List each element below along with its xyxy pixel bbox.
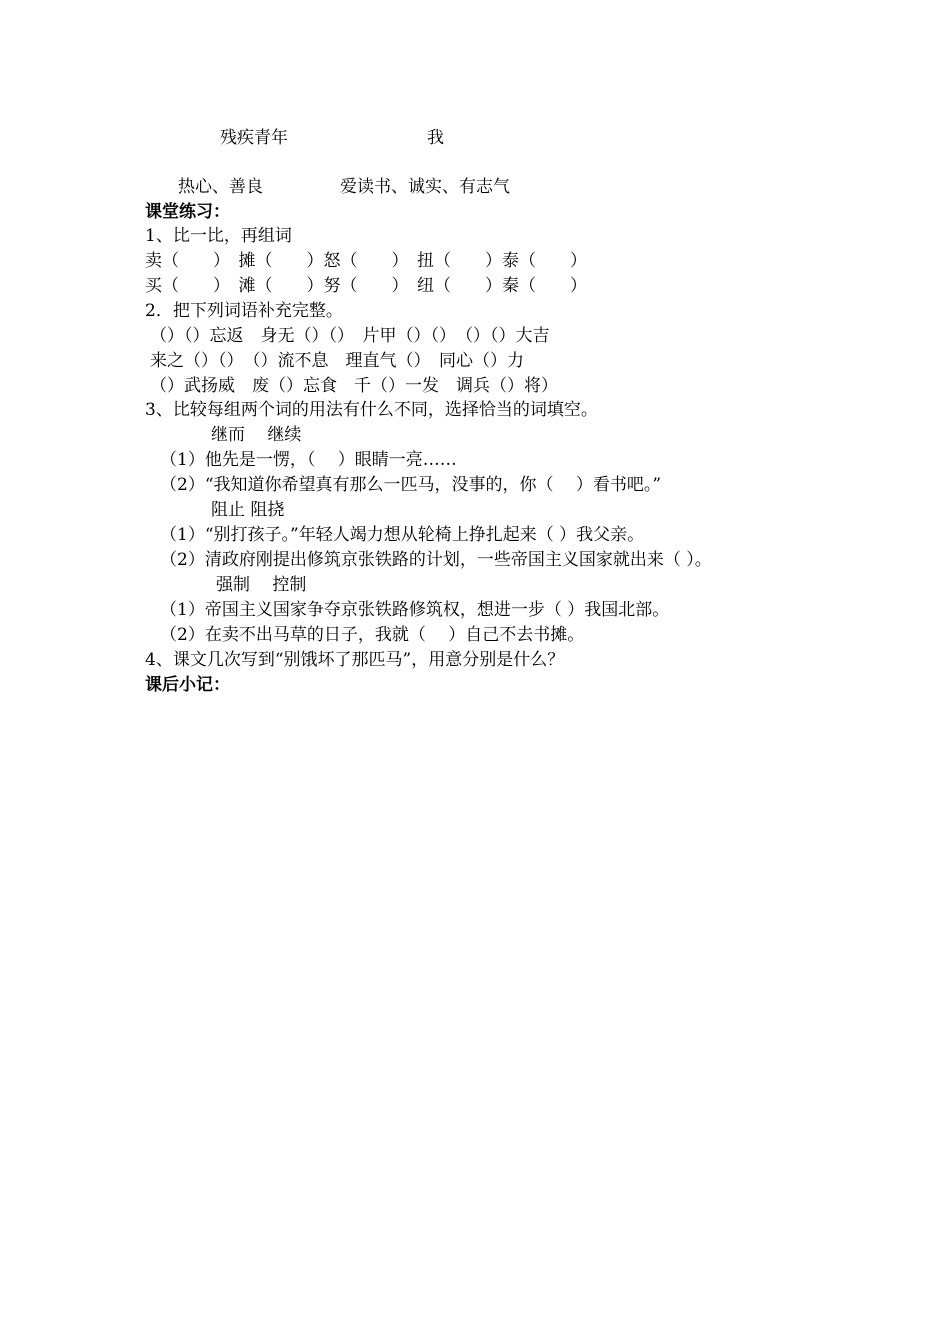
header-right-person: 我 <box>427 128 444 148</box>
header-right-traits: 爱读书、诚实、有志气 <box>340 177 510 197</box>
q2-row2: 来之（）（） （）流不息 理直气（） 同心（）力 <box>150 351 524 371</box>
q1-row2: 买（ ） 滩（ ）努（ ） 纽（ ）秦（ ） <box>145 276 587 296</box>
q3-group1-sentence2: （2）“我知道你希望真有那么一匹马，没事的，你（ ）看书吧。” <box>160 475 662 495</box>
q3-group1-words: 继而 继续 <box>211 425 302 445</box>
q3-group3-sentence1: （1）帝国主义国家争夺京张铁路修筑权，想进一步（ ）我国北部。 <box>160 600 670 620</box>
q3-group1-sentence1: （1）他先是一愣，（ ）眼睛一亮…… <box>160 450 457 470</box>
q3-group3-sentence2: （2）在卖不出马草的日子，我就（ ）自己不去书摊。 <box>160 625 585 645</box>
q3-title: 3、比较每组两个词的用法有什么不同，选择恰当的词填空。 <box>145 400 598 420</box>
q3-group2-sentence1: （1）“别打孩子。”年轻人竭力想从轮椅上挣扎起来（ ）我父亲。 <box>160 525 645 545</box>
q2-title: 2．把下列词语补充完整。 <box>145 301 343 321</box>
q3-group2-words: 阻止 阻挠 <box>211 500 285 520</box>
classroom-heading: 课堂练习： <box>145 202 230 222</box>
q2-row1: （）（）忘返 身无（）（） 片甲（）（） （）（）大吉 <box>150 326 550 346</box>
q3-group2-sentence2: （2）清政府刚提出修筑京张铁路的计划，一些帝国主义国家就出来（ ）。 <box>160 550 712 570</box>
q1-title: 1、比一比，再组词 <box>145 226 292 246</box>
q2-row3: （）武扬威 废（）忘食 千（）一发 调兵（）将） <box>150 376 558 396</box>
header-left-person: 残疾青年 <box>220 128 288 148</box>
q4-title: 4、课文几次写到“别饿坏了那匹马”，用意分别是什么？ <box>145 650 565 670</box>
after-class-heading: 课后小记： <box>145 675 230 695</box>
q1-row1: 卖（ ） 摊（ ）怒（ ） 扭（ ）泰（ ） <box>145 251 587 271</box>
header-left-traits: 热心、善良 <box>178 177 263 197</box>
q3-group3-words: 强制 控制 <box>216 575 307 595</box>
